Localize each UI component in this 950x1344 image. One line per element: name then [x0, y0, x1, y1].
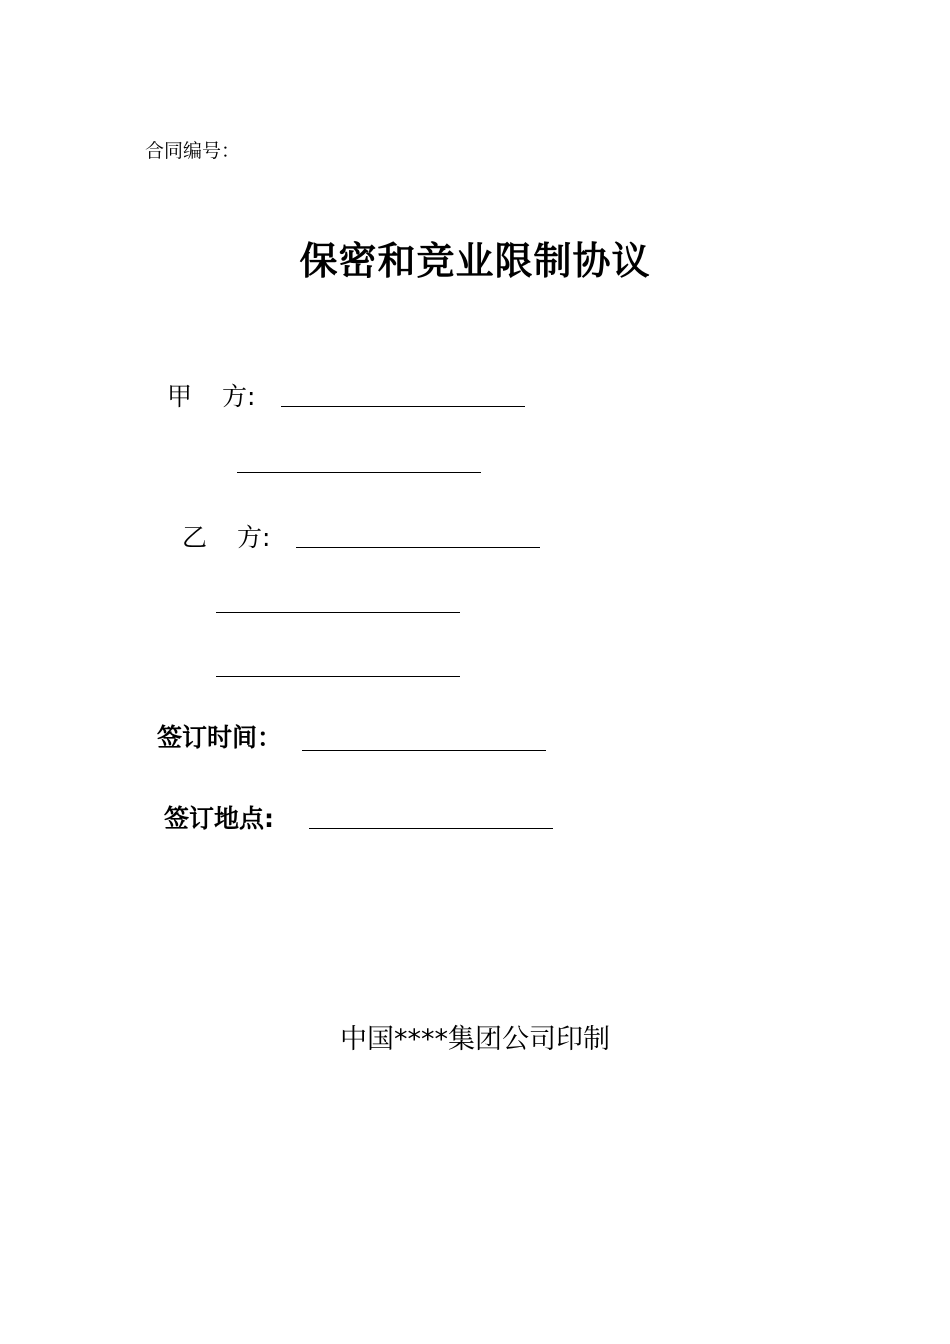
party-a-extra-blank[interactable] [237, 472, 481, 473]
signing-date-blank[interactable] [302, 750, 546, 751]
party-a-name-blank[interactable] [281, 406, 525, 407]
signing-date-label: 签订时间： [157, 723, 283, 752]
party-b-label-suffix: 方: [237, 523, 271, 552]
party-a-label-suffix: 方: [222, 382, 256, 411]
party-b-label-char: 乙 [182, 523, 208, 552]
party-a-label-char: 甲 [167, 382, 193, 411]
party-b-extra-blank-1[interactable] [216, 612, 460, 613]
party-a-label [167, 381, 255, 413]
party-b-label [182, 522, 270, 554]
party-b-extra-blank-2[interactable] [216, 676, 460, 677]
document-title: 保密和竞业限制协议 [299, 239, 651, 283]
party-b-name-blank[interactable] [296, 547, 540, 548]
signing-place-label: 签订地点: [164, 804, 274, 833]
printer-imprint: 中国****集团公司印制 [340, 1024, 610, 1055]
contract-number-label: 合同编号： [145, 140, 241, 162]
signing-place-blank[interactable] [309, 828, 553, 829]
